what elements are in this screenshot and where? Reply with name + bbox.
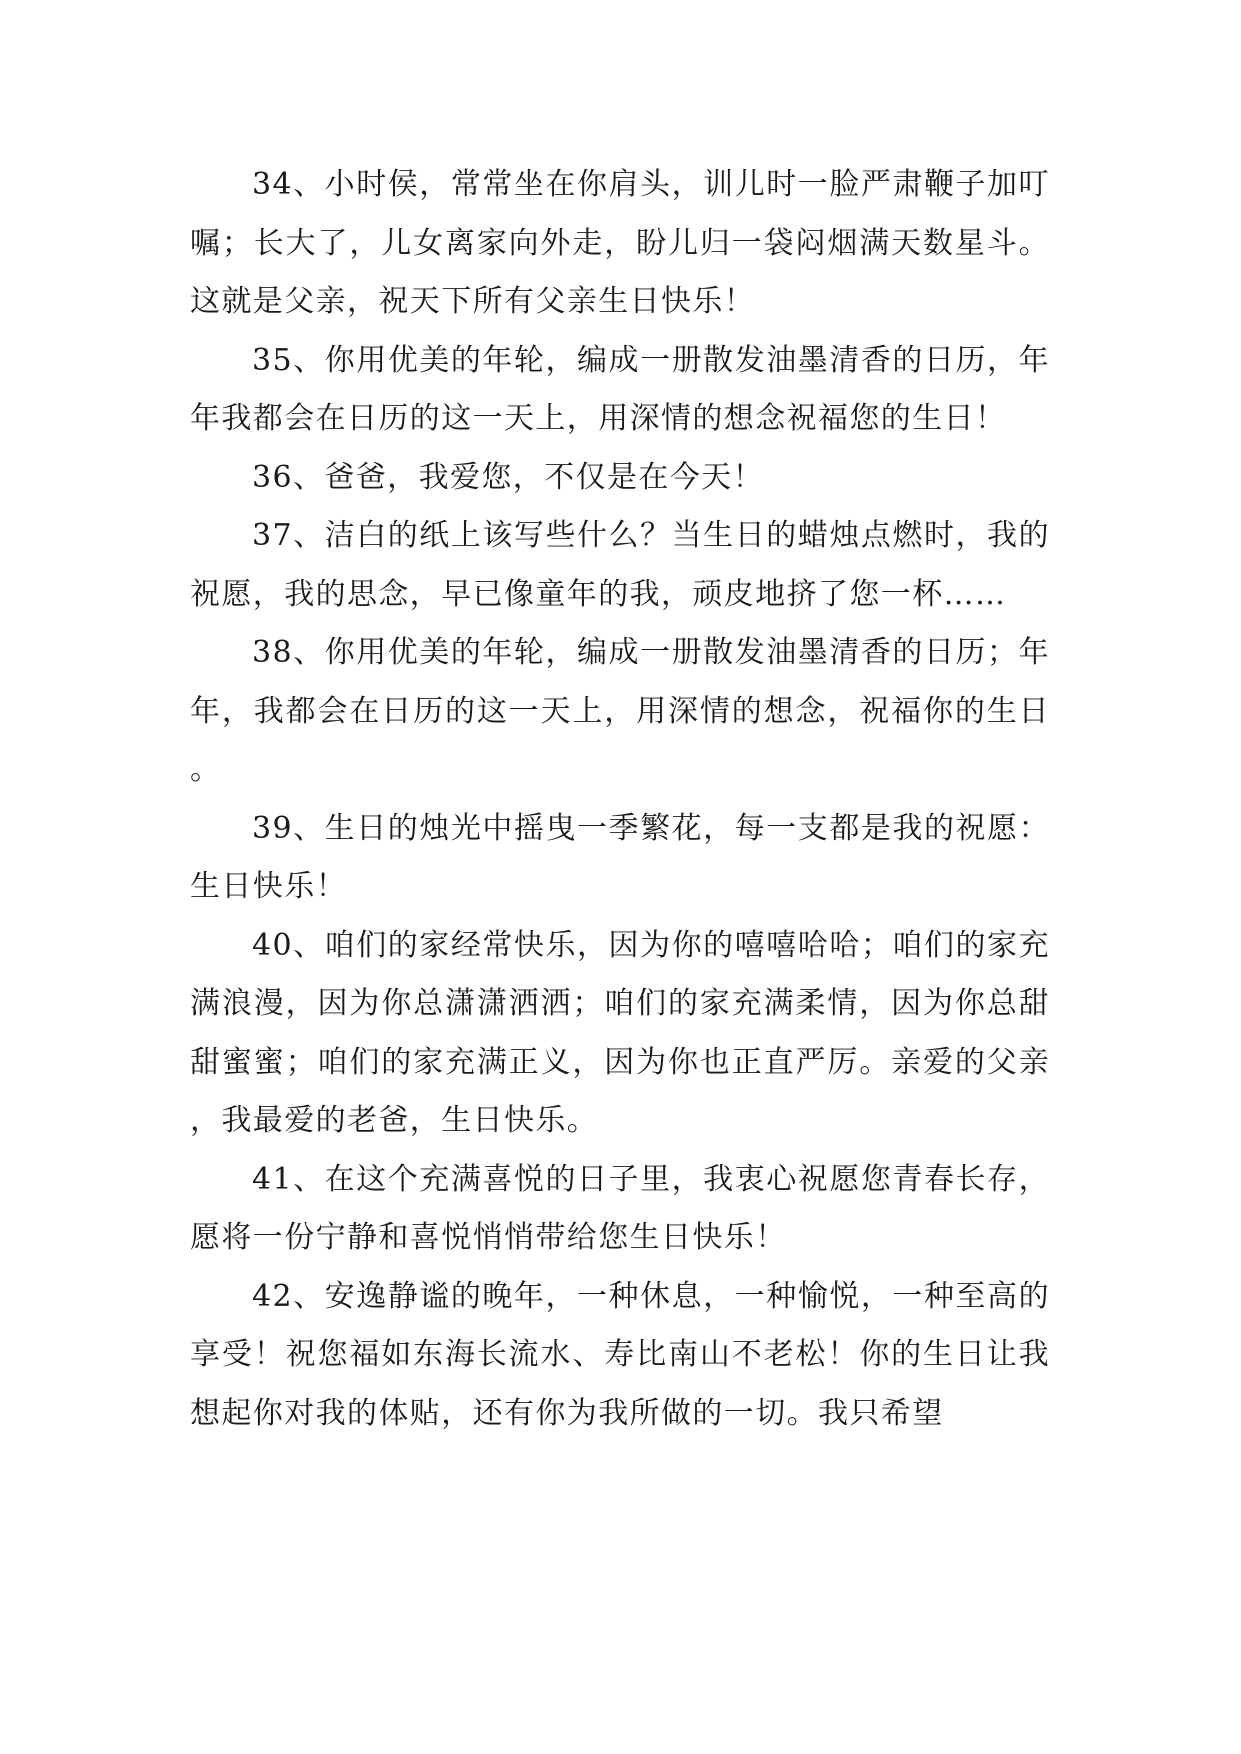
paragraph-37: 37、洁白的纸上该写些什么？当生日的蜡烛点燃时，我的祝愿，我的思念，早已像童年的我，顽皮地挤了您一杯……: [190, 518, 1050, 612]
paragraph-39: 39、生日的烛光中摇曳一季繁花，每一支都是我的祝愿：生日快乐！: [190, 810, 1050, 904]
paragraph-34: 34、小时侯，常常坐在你肩头，训儿时一脸严肃鞭子加叮嘱；长大了，儿女离家向外走，盼儿归一袋闷烟满天数星斗。这就是父亲，祝天下所有父亲生日快乐！: [190, 167, 1050, 319]
paragraph-36: 36、爸爸，我爱您，不仅是在今天！: [252, 459, 764, 495]
paragraph-40: 40、咱们的家经常快乐，因为你的嘻嘻哈哈；咱们的家充满浪漫，因为你总潇潇洒洒；咱们的家充满柔情，因为你总甜甜蜜蜜；咱们的家充满正义，因为你也正直严厉。亲爱的父亲，我最爱的老爸，生日快乐。: [190, 927, 1050, 1138]
paragraph-42: 42、安逸静谧的晚年，一种休息，一种愉悦，一种至高的享受！祝您福如东海长流水、寿比南山不老松！你的生日让我想起你对我的体贴，还有你为我所做的一切。我只希望: [190, 1278, 1050, 1431]
paragraph-41: 41、在这个充满喜悦的日子里，我衷心祝愿您青春长存，愿将一份宁静和喜悦悄悄带给您生日快乐！: [190, 1161, 1050, 1255]
paragraph-38: 38、你用优美的年轮，编成一册散发油墨清香的日历；年年，我都会在日历的这一天上，用深情的想念，祝福你的生日。: [190, 635, 1050, 787]
paragraph-35: 35、你用优美的年轮，编成一册散发油墨清香的日历，年年我都会在日历的这一天上，用深情的想念祝福您的生日！: [190, 342, 1050, 436]
document-body: [190, 156, 1050, 1443]
